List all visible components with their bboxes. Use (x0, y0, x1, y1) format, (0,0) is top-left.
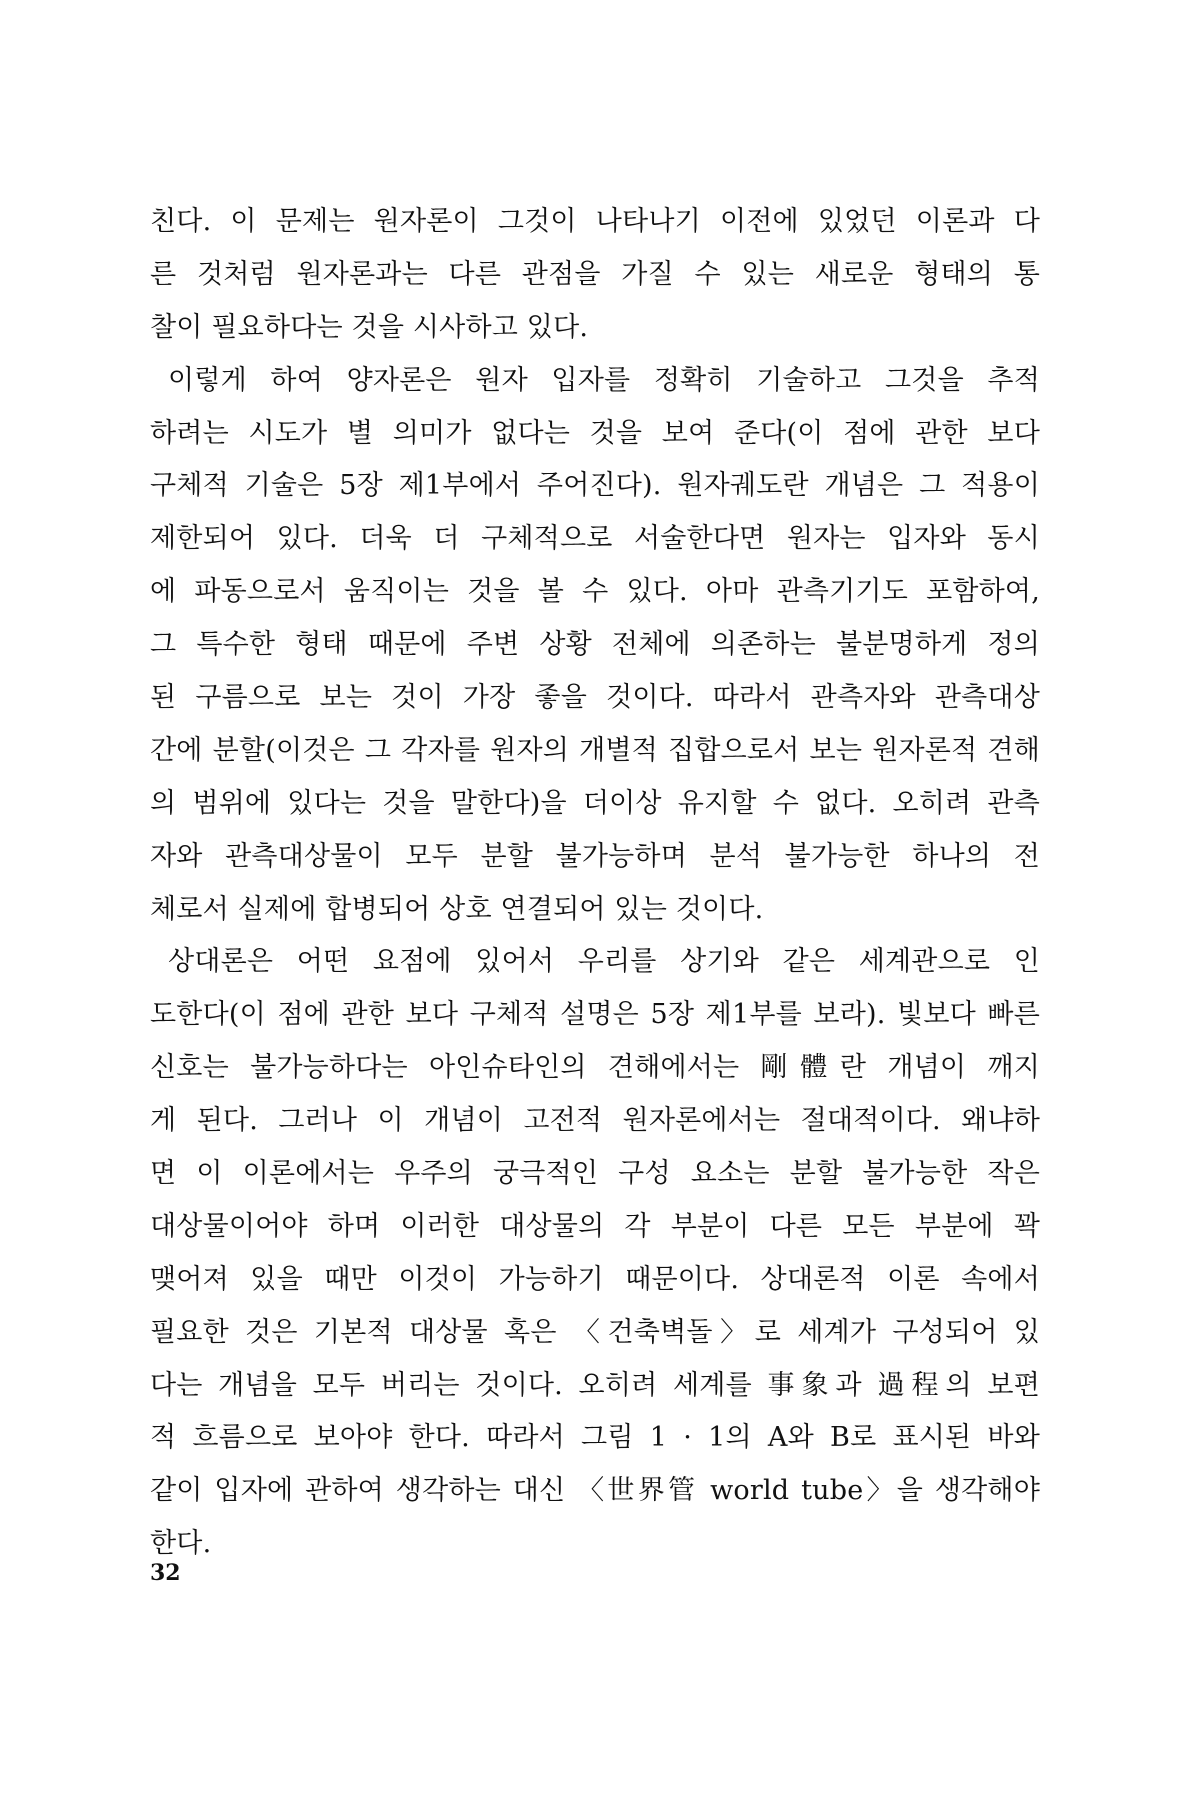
text-line: 간에 분할(이것은 그 각자를 원자의 개별적 집합으로서 보는 원자론적 견해 (150, 734, 1040, 766)
text-line: 맺어져 있을 때만 이것이 가능하기 때문이다. 상대론적 이론 속에서 (150, 1263, 1040, 1295)
text-line: 하려는 시도가 별 의미가 없다는 것을 보여 준다(이 점에 관한 보다 (150, 417, 1040, 449)
text-line: 체로서 실제에 합병되어 상호 연결되어 있는 것이다. (150, 893, 764, 925)
text-line: 제한되어 있다. 더욱 더 구체적으로 서술한다면 원자는 입자와 동시 (150, 523, 1040, 555)
text-line: 대상물이어야 하며 이러한 대상물의 각 부분이 다른 모든 부분에 꽉 (150, 1210, 1040, 1242)
text-line: 게 된다. 그러나 이 개념이 고전적 원자론에서는 절대적이다. 왜냐하 (150, 1105, 1040, 1137)
text-line: 찰이 필요하다는 것을 시사하고 있다. (150, 311, 589, 343)
text-line: 한다. (150, 1528, 212, 1560)
text-line: 도한다(이 점에 관한 보다 구체적 설명은 5장 제1부를 보라). 빛보다 빠른 (150, 999, 1040, 1031)
text-line: 른 것처럼 원자론과는 다른 관점을 가질 수 있는 새로운 형태의 통 (150, 258, 1040, 290)
page-number: 32 (150, 1560, 181, 1586)
body-text (150, 196, 1040, 1571)
text-line: 이렇게 하여 양자론은 원자 입자를 정확히 기술하고 그것을 추적 (168, 364, 1040, 396)
text-line: 그 특수한 형태 때문에 주변 상황 전체에 의존하는 불분명하게 정의 (150, 629, 1040, 661)
text-line: 다는 개념을 모두 버리는 것이다. 오히려 세계를 事象과 過程의 보편 (150, 1369, 1040, 1401)
text-line: 구체적 기술은 5장 제1부에서 주어진다). 원자궤도란 개념은 그 적용이 (150, 470, 1040, 502)
text-line: 된 구름으로 보는 것이 가장 좋을 것이다. 따라서 관측자와 관측대상 (150, 682, 1040, 714)
text-line: 의 범위에 있다는 것을 말한다)을 더이상 유지할 수 없다. 오히려 관측 (150, 787, 1040, 819)
text-line: 적 흐름으로 보아야 한다. 따라서 그림 1 · 1의 A와 B로 표시된 바와 (150, 1422, 1040, 1454)
text-line: 에 파동으로서 움직이는 것을 볼 수 있다. 아마 관측기기도 포함하여, (150, 576, 1040, 608)
text-line: 상대론은 어떤 요점에 있어서 우리를 상기와 같은 세계관으로 인 (168, 946, 1040, 978)
text-line: 친다. 이 문제는 원자론이 그것이 나타나기 이전에 있었던 이론과 다 (150, 206, 1040, 237)
text-line: 자와 관측대상물이 모두 분할 불가능하며 분석 불가능한 하나의 전 (150, 840, 1040, 872)
text-line: 필요한 것은 기본적 대상물 혹은 〈건축벽돌〉로 세계가 구성되어 있 (150, 1316, 1040, 1348)
text-line: 면 이 이론에서는 우주의 궁극적인 구성 요소는 분할 불가능한 작은 (150, 1158, 1040, 1190)
text-line: 같이 입자에 관하여 생각하는 대신 〈世界管 world tube〉을 생각해야 (150, 1475, 1040, 1507)
text-line: 신호는 불가능하다는 아인슈타인의 견해에서는 剛體란 개념이 깨지 (150, 1052, 1040, 1084)
